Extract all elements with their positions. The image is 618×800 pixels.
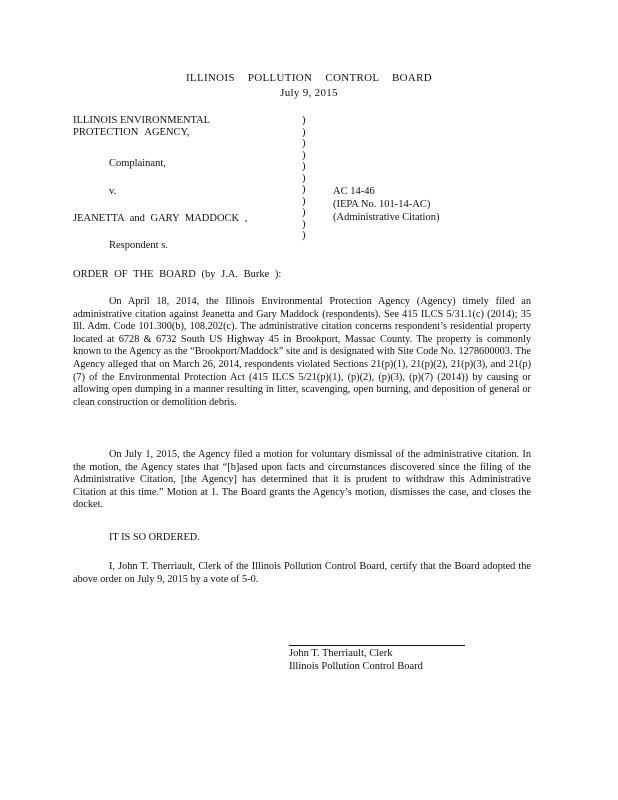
case-type: (Administrative Citation) [333,212,440,223]
caption-paren: ) [302,149,306,161]
versus-label: v. [109,186,117,197]
caption-paren: ) [302,126,306,138]
caption-paren: ) [302,218,306,230]
signature-line [289,645,465,646]
caption-paren: ) [302,207,306,218]
caption-paren: ) [302,172,306,184]
paragraph-citation: On April 18, 2014, the Illinois Environmental Protection Agency (Agency) timely filed an administrative citation against Jeanetta and Gary Maddock (respondents). See 415 ILCS 5/31.1(c) (2014); 35 Ill. Adm. Code 101.300(b), 108.202(c). The administrative citation concerns respondent’s residential property located at 6728 & 6732 South US Highway 45 in Brookport, Massac County. The property is commonly known to the Agency as the “Brookport/Maddock” site and is designated with Site Code No. 1278600003. The Agency alleged that on March 26, 2014, respondents violated Sections 21(p)(1), 21(p)(2), 21(p)(3), and 21(p)(7) of the Environmental Protection Act (415 ILCS 5/21(p)(1), (p)(2), (p)(3), (p)(7) (2014)) by causing or allowing open dumping in a manner resulting in litter, scavenging, open burning, and deposition of general or clean construction or demolition debris. [73,296,531,408]
board-name: ILLINOIS POLLUTION CONTROL BOARD [185,72,433,84]
respondent-name: JEANETTA and GARY MADDOCK , [73,213,248,224]
complainant-name-line2: PROTECTION AGENCY, [73,127,190,138]
signature-name: John T. Therriault, Clerk [289,648,393,659]
caption-paren: ) [302,115,306,126]
order-date: July 9, 2015 [280,87,338,99]
complainant-name-line1: ILLINOIS ENVIRONMENTAL [73,115,211,126]
case-number: AC 14-46 [333,186,375,197]
caption-paren: ) [302,138,306,149]
caption-paren: ) [302,195,306,207]
paragraph-so-ordered: IT IS SO ORDERED. [109,532,200,543]
order-heading: ORDER OF THE BOARD (by J.A. Burke ): [73,269,282,280]
caption-paren: ) [302,230,306,241]
iepa-number: (IEPA No. 101-14-AC) [333,199,431,210]
caption-parenthesis-column [302,115,306,242]
paragraph-certification: I, John T. Therriault, Clerk of the Illinois Pollution Control Board, certify that the Board adopted the above order on July 9, 2015 by a vote of 5-0. [73,561,531,585]
respondent-label: Respondent s. [109,240,168,251]
complainant-label: Complainant, [109,158,166,169]
signature-organization: Illinois Pollution Control Board [289,661,423,672]
paragraph-motion: On July 1, 2015, the Agency filed a motion for voluntary dismissal of the administrative citation. In the motion, the Agency states that “[b]ased upon facts and circumstances discovered since the filing of the Administrative Citation, [the Agency] has determined that it is prudent to withdraw this Administrative Citation at this time.” Motion at 1. The Board grants the Agency’s motion, dismisses the case, and closes the docket. [73,449,531,511]
caption-paren: ) [302,161,306,172]
caption-paren: ) [302,184,306,195]
